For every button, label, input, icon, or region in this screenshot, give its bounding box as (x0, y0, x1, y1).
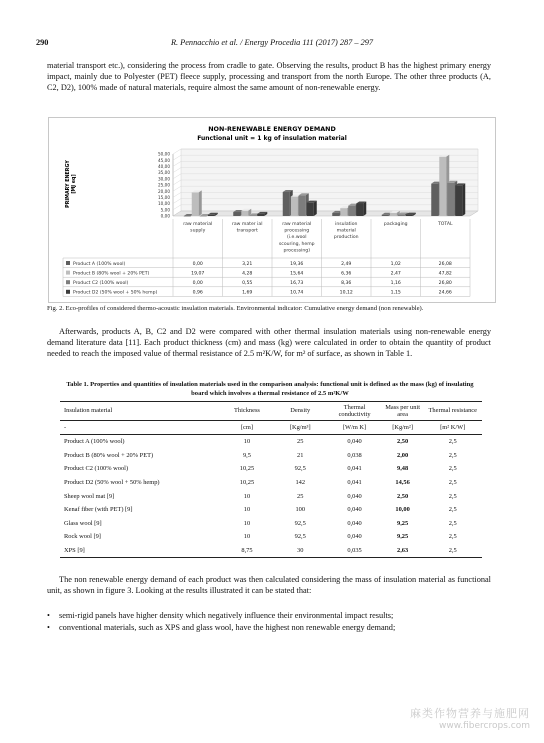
cell-value: 21 (297, 451, 304, 459)
data-table-value: 3,21 (242, 261, 253, 267)
bullet-text: semi-rigid panels have higher density which negatively influence their environmental impact results; (59, 611, 394, 620)
cell-value: 2,5 (448, 492, 457, 500)
table-caption-line-1: Table 1. Properties and quantities of insulation materials used in the comparison analysis: functional unit is defined as the mass (kg) of insulating (66, 381, 474, 388)
bar (398, 215, 405, 216)
cell-material: Kenaf fiber (with PET) [9] (64, 506, 133, 514)
bullet-dot: • (47, 611, 50, 620)
cell-value: 10 (243, 533, 251, 541)
unit-mass: [Kg/m²] (382, 421, 424, 435)
cell-value: 2,5 (448, 438, 457, 446)
y-axis-label (65, 160, 77, 208)
x-category-label: packaging (383, 222, 408, 227)
cell-material: Product A (100% wool) (64, 438, 125, 446)
cell-value: 25 (297, 438, 304, 446)
bar-side (199, 190, 202, 216)
cell-value: 0,040 (347, 438, 362, 446)
unit-density: [Kg/m³] (273, 421, 327, 435)
x-category-label: (i.e.wool (287, 235, 307, 241)
y-tick-label: 10,00 (158, 201, 170, 207)
cell-value: 0,040 (347, 533, 362, 541)
table-caption-line-2: board which involves a thermal resistance of 2.5 m²K/W (191, 389, 349, 397)
y-tick-label: 25,00 (158, 182, 170, 188)
y-tick-label: 5,00 (160, 207, 170, 213)
legend-swatch (66, 280, 70, 284)
unit-resistance: [m² K/W] (423, 421, 482, 435)
th-mass: Mass per unit area (382, 402, 424, 421)
x-category-label: processing) (283, 248, 311, 254)
grid-line-side (173, 168, 181, 173)
table-1 (60, 401, 482, 558)
x-category-label: raw mater ial (231, 222, 263, 227)
grid-line-side (173, 199, 181, 204)
cell-material: Product B (80% wool + 20% PET) (64, 451, 154, 459)
cell-value: 100 (295, 506, 306, 514)
x-category-label: TOTAL (437, 222, 453, 227)
cell-material: Product C2 (100% wool) (64, 465, 129, 473)
y-tick-label: 30,00 (158, 176, 170, 182)
legend-swatch (66, 261, 70, 265)
cell-value: 0,040 (347, 506, 362, 514)
y-tick-label: 40,00 (158, 164, 170, 169)
cell-value: 9,25 (397, 519, 409, 527)
cell-value: 2,5 (448, 451, 457, 459)
x-category-label: insulation (335, 222, 358, 227)
cell-value: 25 (297, 492, 304, 500)
bar (447, 183, 454, 216)
data-table-value: 8,36 (341, 281, 352, 286)
th-thickness: Thickness (221, 402, 273, 421)
data-table-value: 47,82 (438, 271, 452, 277)
y-tick-label: 50,00 (158, 151, 170, 157)
running-header (36, 38, 508, 50)
bar-side (363, 201, 366, 216)
table-units-row (60, 421, 482, 435)
th-conductivity: Thermal conductivity (327, 402, 381, 421)
legend-swatch (66, 290, 70, 294)
data-table-value: 24,66 (438, 290, 452, 296)
x-category-label: transport (236, 228, 258, 234)
bar (431, 184, 438, 216)
bar (233, 212, 240, 216)
x-category-label: scouring, hemp (278, 241, 315, 247)
table-row (60, 517, 482, 531)
data-table-value: 0,00 (192, 281, 203, 286)
figure-2-chart (48, 117, 496, 303)
table-row (60, 476, 482, 490)
bar (307, 203, 314, 216)
watermark-url: www.fibercrops.com (439, 721, 530, 731)
data-table-value: 1,02 (390, 261, 401, 267)
cell-value: 9,25 (397, 533, 409, 541)
table-row (60, 462, 482, 476)
y-axis-label-line-1: PRIMARY ENERGY (66, 160, 71, 208)
x-category-label: production (333, 235, 359, 241)
paragraph-1: material transport etc.), considering the process from cradle to gate. Observing the results, product B has the highest primary energy impact, mainly due to Polyester (PET) fleece supply, processing and transport from the north Europe. The other three products (A, C2, D2), 100% made of natural materials, require almost the same amount of non-renewable energy. (47, 61, 491, 93)
cell-value: 10 (243, 438, 251, 446)
cell-value: 2,5 (448, 479, 457, 487)
cell-value: 0,038 (347, 451, 362, 459)
grid-line-side (173, 180, 181, 185)
chart-subtitle: Functional unit = 1 kg of insulation material (197, 135, 347, 142)
data-table-value: 0,00 (192, 261, 203, 267)
data-table-value: 26,80 (438, 281, 452, 286)
legend-series-name: Product B (80% wool + 20% PET) (73, 271, 150, 277)
table-row (60, 544, 482, 558)
legend-swatch (66, 271, 70, 275)
bar (192, 192, 199, 216)
th-resistance: Thermal resistance (423, 402, 482, 421)
y-tick-label: 45,00 (158, 157, 170, 163)
data-table-value: 15,64 (290, 271, 304, 277)
bullet-dot: • (47, 623, 50, 632)
bar (356, 203, 363, 216)
grid-line-side (173, 192, 181, 197)
x-category-label: raw material (183, 222, 213, 227)
bar (208, 215, 215, 216)
paragraph-2: Afterwards, products A, B, C2 and D2 were compared with other thermal insulation materials using non-renewable energy demand literature data [11]. Each product thickness (cm) and mass (kg) were calculated in order to obtain the quantity of product needed to reach the imposed value of thermal resistance of 2.5 m²K/W, for m² of surface, as shown in Table 1. (47, 327, 491, 359)
cell-value: 0,041 (347, 479, 362, 487)
legend-series-name: Product D2 (50% wool + 50% hemp) (73, 290, 158, 296)
data-table-value: 10,12 (339, 290, 353, 296)
legend-series-name: Product A (100% wool) (73, 261, 126, 267)
bar (291, 197, 298, 216)
grid-line-side (173, 205, 181, 210)
th-density: Density (273, 402, 327, 421)
data-table-value: 26,08 (438, 261, 452, 267)
unit-conductivity: [W/m K] (327, 421, 381, 435)
watermark (410, 705, 530, 731)
data-table-value: 1,15 (390, 290, 401, 296)
bar-side (462, 183, 465, 216)
cell-value: 10 (243, 506, 251, 514)
data-table-value: 6,36 (341, 271, 352, 277)
cell-value: 0,035 (327, 544, 381, 558)
cell-value: 2,5 (448, 519, 457, 527)
bar (406, 215, 413, 216)
cell-value: 2,5 (423, 544, 482, 558)
bar-side (314, 201, 317, 216)
cell-value: 2,5 (448, 465, 457, 473)
cell-material: Product D2 (50% wool + 50% hemp) (64, 479, 160, 487)
unit-thickness: [cm] (221, 421, 273, 435)
data-table-value: 2,47 (390, 271, 401, 277)
journal-citation: R. Pennacchio et al. / Energy Procedia 111 (2017) 287 – 297 (170, 38, 374, 47)
data-table-value: 4,28 (242, 271, 253, 277)
cell-value: 2,00 (397, 451, 409, 459)
cell-value: 2,50 (397, 492, 409, 500)
bar (283, 192, 290, 216)
data-table-value: 0,55 (242, 281, 253, 286)
bar (241, 211, 248, 216)
cell-material: Rock wool [9] (64, 533, 101, 541)
legend-series-name: Product C2 (100% wool) (73, 281, 129, 286)
grid-line-side (173, 186, 181, 191)
page-number: 290 (36, 38, 49, 47)
cell-value: 2,5 (448, 506, 457, 514)
cell-material: Sheep wool mat [9] (64, 492, 115, 500)
bar (299, 195, 306, 216)
cell-value: 10,25 (239, 465, 255, 473)
cell-value: 9,5 (242, 451, 251, 459)
y-tick-label: 0,00 (160, 213, 170, 219)
grid-line-side (173, 155, 181, 160)
data-table-value: 1,16 (390, 281, 401, 286)
table-row (60, 489, 482, 503)
grid-line-side (173, 149, 181, 154)
data-table-value: 19,07 (191, 271, 205, 277)
cell-material: XPS [9] (60, 544, 221, 558)
cell-value: 30 (273, 544, 327, 558)
cell-value: 92,5 (294, 533, 306, 541)
paragraph-3: The non renewable energy demand of each product was then calculated considering the mass of insulation material as functional unit, as shown in figure 3. Looking at the results illustrated it can be stated that: (47, 575, 491, 596)
table-row (60, 503, 482, 517)
cell-material: Glass wool [9] (64, 519, 102, 527)
data-table-value: 0,96 (192, 290, 203, 296)
th-material: Insulation material (60, 402, 221, 421)
bar (390, 213, 397, 216)
x-category-label: processing (284, 228, 310, 234)
data-table-value: 10,74 (290, 290, 304, 296)
y-tick-label: 20,00 (158, 188, 170, 194)
cell-value: 10,00 (395, 506, 410, 514)
data-table-value: 1,69 (242, 290, 253, 296)
y-axis-label-line-2: [MJ eq] (72, 174, 77, 194)
cell-value: 14,56 (395, 479, 410, 487)
bar (249, 215, 256, 216)
cell-value: 0,040 (347, 519, 362, 527)
bar (455, 185, 462, 216)
bar (348, 206, 355, 216)
table-caption (47, 381, 493, 398)
cell-value: 0,040 (347, 492, 362, 500)
cell-value: 8,75 (221, 544, 273, 558)
table-row (60, 449, 482, 463)
x-category-label: material (336, 228, 356, 234)
cell-value: 9,48 (397, 465, 409, 473)
y-tick-label: 15,00 (158, 195, 170, 200)
data-table-value: 19,36 (290, 261, 304, 267)
data-table-value: 16,73 (290, 281, 304, 286)
x-category-label: supply (190, 228, 206, 234)
y-tick-label: 35,00 (158, 170, 170, 176)
grid-line-side (173, 174, 181, 179)
unit-material: - (60, 421, 221, 435)
energy-demand-chart (49, 118, 495, 302)
data-table-value: 2,49 (341, 261, 352, 267)
grid-line-side (173, 161, 181, 166)
cell-value: 10 (243, 519, 251, 527)
bar (439, 157, 446, 216)
cell-value: 92,5 (294, 519, 306, 527)
bar (332, 213, 339, 216)
cell-value: 92,5 (294, 465, 306, 473)
cell-value: 0,041 (347, 465, 362, 473)
figure-caption: Fig. 2. Eco-profiles of considered thermo-acoustic insulation materials. Environmental indicator: Cumulative energy demand (non renewable). (47, 305, 424, 312)
bar (257, 214, 264, 216)
bullet-text: conventional materials, such as XPS and glass wool, have the highest non renewable energy demand; (59, 623, 396, 632)
cell-value: 2,5 (448, 533, 457, 541)
bar (382, 215, 389, 216)
table-row (60, 530, 482, 544)
cell-value: 10,25 (239, 479, 255, 487)
cell-value: 142 (295, 479, 306, 487)
bar (340, 208, 347, 216)
cell-value: 10 (243, 492, 251, 500)
cell-value: 2,50 (397, 438, 409, 446)
cell-value: 2,63 (382, 544, 424, 558)
watermark-cn: 麻类作物营养与施肥网 (410, 707, 530, 720)
x-category-label: raw material (282, 222, 312, 227)
table-row (60, 435, 482, 449)
chart-title: NON-RENEWABLE ENERGY DEMAND (208, 125, 336, 133)
